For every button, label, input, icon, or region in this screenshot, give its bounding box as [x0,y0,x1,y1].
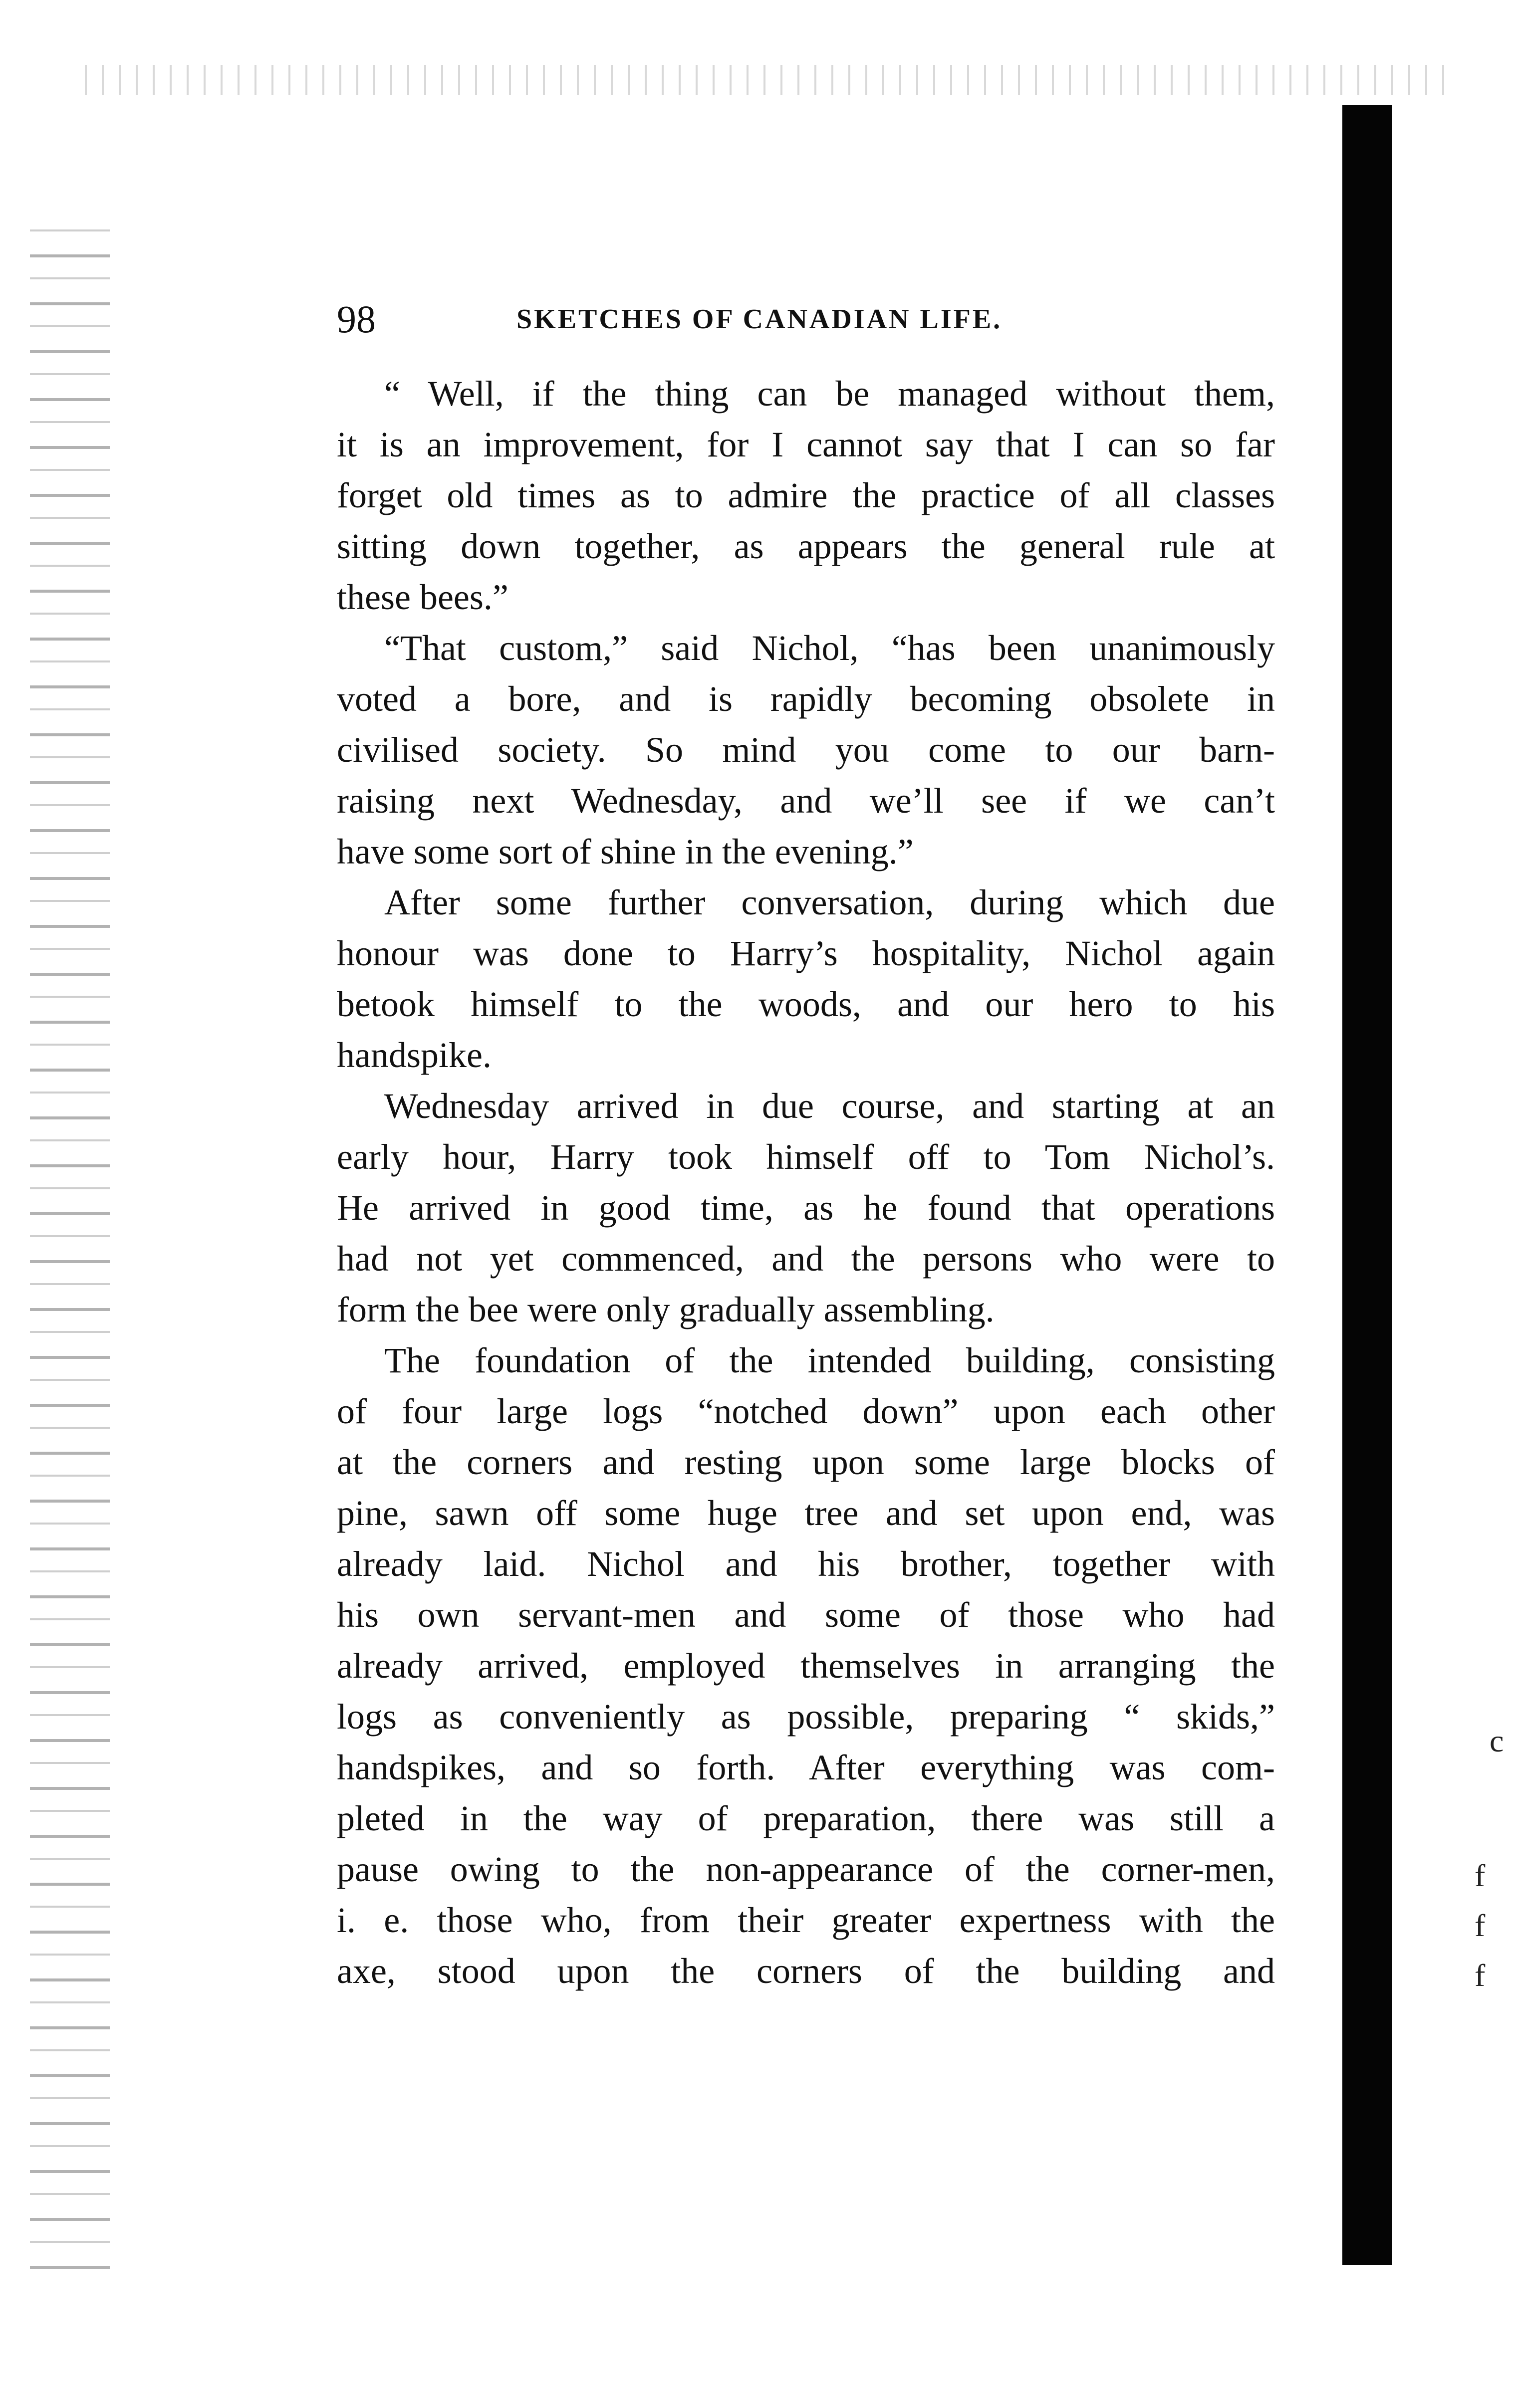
text-line: these bees.” [337,577,508,617]
scan-black-edge [1342,105,1392,2265]
text-line: After some further conversation, during which due [384,882,1275,922]
text-line: sitting down together, as appears the general rule at [337,526,1275,566]
margin-mark: f [1475,1858,1486,1893]
text-line: of four large logs “notched down” upon each other [337,1391,1275,1431]
text-line: logs as conveniently as possible, preparing “ skids,” [337,1697,1275,1737]
text-line: betook himself to the woods, and our hero to his [337,984,1275,1024]
text-line: form the bee were only gradually assembling. [337,1290,995,1329]
text-line: Wednesday arrived in due course, and starting at an [384,1086,1275,1126]
running-head: SKETCHES OF CANADIAN LIFE. [516,304,1003,335]
text-line: early hour, Harry took himself off to Tom Nichol’s. [337,1137,1275,1177]
scan-top-edge-noise [70,65,1447,95]
text-line: pleted in the way of preparation, there was still a [337,1798,1275,1838]
body-text [337,368,1275,1996]
text-line: at the corners and resting upon some large blocks of [337,1442,1275,1482]
text-line: already laid. Nichol and his brother, together with [337,1544,1275,1584]
text-line: have some sort of shine in the evening.” [337,832,914,872]
text-line: He arrived in good time, as he found that operations [337,1188,1275,1228]
text-line: pause owing to the non-appearance of the corner-men, [337,1849,1275,1889]
scan-binding-shadow [30,210,110,2280]
text-line: The foundation of the intended building, consisting [384,1340,1275,1380]
text-line: honour was done to Harry’s hospitality, Nichol again [337,933,1275,973]
text-line: handspike. [337,1035,492,1075]
text-line: raising next Wednesday, and we’ll see if we can’t [337,781,1275,821]
text-line: handspikes, and so forth. After everything was com- [337,1748,1275,1787]
text-line: pine, sawn off some huge tree and set upon end, was [337,1493,1275,1533]
text-line: i. e. those who, from their greater expertness with the [337,1900,1275,1940]
text-line: civilised society. So mind you come to our barn- [337,730,1275,770]
margin-mark: c [1490,1723,1504,1758]
text-line: forget old times as to admire the practice of all classes [337,475,1275,515]
text-line: “That custom,” said Nichol, “has been unanimously [384,628,1275,668]
text-line: axe, stood upon the corners of the building and [337,1951,1275,1991]
text-line: it is an improvement, for I cannot say that I can so far [337,425,1275,464]
text-line: his own servant-men and some of those who had [337,1595,1275,1635]
text-line: voted a bore, and is rapidly becoming obsolete in [337,679,1275,719]
text-line: already arrived, employed themselves in arranging the [337,1646,1275,1686]
text-line: “ Well, if the thing can be managed without them, [384,374,1275,414]
page-number: 98 [337,297,376,341]
page-header [337,292,1275,347]
text-line: had not yet commenced, and the persons who were to [337,1239,1275,1279]
margin-mark: f [1475,1908,1486,1943]
margin-mark: f [1475,1958,1486,1993]
